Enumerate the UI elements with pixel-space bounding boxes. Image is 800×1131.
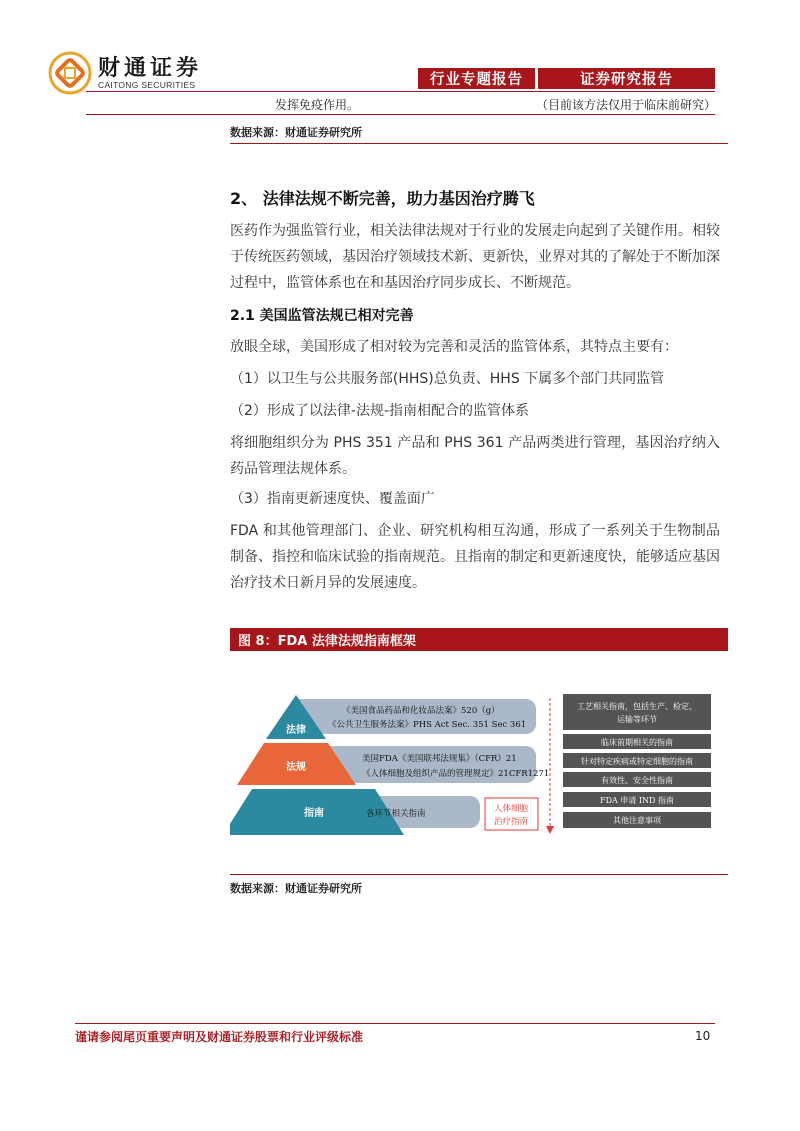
paragraph-4: 将细胞组织分为 PHS 351 产品和 PHS 361 产品两类进行管理，基因治疗纳入药品管理法规体系。 — [230, 435, 720, 477]
guide-5-text: FDA 申请 IND 指南 — [600, 796, 674, 805]
paragraph-1: 放眼全球，美国形成了相对较为完善和灵活的监管体系，其特点主要有： — [230, 339, 678, 355]
source-label-bottom: 数据来源：财通证券研究所 — [230, 882, 362, 895]
source-rule-bottom — [230, 874, 728, 875]
pyramid-label-regulation: 法规 — [286, 762, 306, 773]
paragraph-3: （2）形成了以法律-法规-指南相配合的监管体系 — [230, 403, 530, 419]
fda-framework-diagram — [230, 686, 728, 846]
page-number: 10 — [695, 1029, 711, 1043]
paragraph-5: （3）指南更新速度快、覆盖面广 — [230, 491, 435, 507]
research-report-tag: 证券研究报告 — [538, 68, 715, 89]
pyramid-label-law: 法律 — [286, 725, 306, 736]
logo — [48, 50, 208, 95]
guidance-line-1: 各环节相关指南 — [366, 809, 426, 819]
table-continuation-left: 发挥免疫作用。 — [275, 98, 360, 112]
guide-2-text: 临床前期相关的指南 — [601, 738, 673, 747]
guide-1-line-2: 运输等环节 — [617, 715, 657, 724]
law-line-1: 《美国食品药品和化妆品法案》520（g） — [342, 706, 500, 716]
guide-box-1 — [563, 694, 711, 730]
table-bottom-rule — [86, 114, 715, 115]
intro-paragraph: 医药作为强监管行业，相关法律法规对于行业的发展走向起到了关键作用。相较于传统医药领域，基因治疗领域技术新、更新快，业界对其的了解处于不断加深过程中，监管体系也在和基因治疗同步成长、不断规范。 — [230, 223, 720, 291]
footer-disclaimer: 谨请参阅尾页重要声明及财通证券股票和行业评级标准 — [75, 1030, 364, 1044]
logo-chinese: 财通证券 — [98, 54, 203, 81]
regulation-line-1: 美国FDA《美国联邦法规集》（CFR）21 — [362, 754, 517, 764]
figure-title: 图 8：FDA 法律法规指南框架 — [230, 628, 728, 651]
section-heading: 2、 法律法规不断完善，助力基因治疗腾飞 — [230, 189, 535, 208]
paragraph-2: （1）以卫生与公共服务部(HHS)总负责、HHS 下属多个部门共同监管 — [230, 371, 665, 387]
flow-arrow-head — [546, 826, 554, 834]
law-line-2: 《公共卫生服务法案》PHS Act Sec. 351 Sec 361 — [328, 720, 527, 730]
source-label-top: 数据来源：财通证券研究所 — [230, 126, 362, 139]
guide-4-text: 有效性、安全性指南 — [601, 776, 673, 785]
footer-rule — [75, 1023, 715, 1024]
caitong-logo-icon — [48, 51, 92, 95]
header-rule — [86, 91, 715, 92]
table-continuation-right: （目前该方法仅用于临床前研究） — [536, 98, 717, 112]
callout-line-1: 人体细胞 — [493, 804, 529, 814]
logo-english: CAITONG SECURITIES — [98, 79, 196, 90]
source-rule-top — [230, 143, 728, 144]
regulation-line-2: 《人体细胞及组织产品的管理规定》21CFR1271 — [362, 769, 550, 779]
industry-report-tag: 行业专题报告 — [418, 68, 535, 89]
paragraph-6: FDA 和其他管理部门、企业、研究机构相互沟通，形成了一系列关于生物制品制备、指控和临床试验的指南规范。且指南的制定和更新速度快，能够适应基因治疗技术日新月异的发展速度。 — [230, 523, 720, 591]
pyramid-label-guidance: 指南 — [304, 808, 324, 819]
guide-3-text: 针对特定疾病或特定细胞的指南 — [581, 757, 693, 766]
sub-heading: 2.1 美国监管法规已相对完善 — [230, 308, 414, 324]
callout-line-2: 治疗指南 — [493, 817, 529, 827]
guide-1-line-1: 工艺相关指南，包括生产、检定、 — [577, 702, 697, 711]
guide-6-text: 其他注意事项 — [613, 816, 661, 825]
